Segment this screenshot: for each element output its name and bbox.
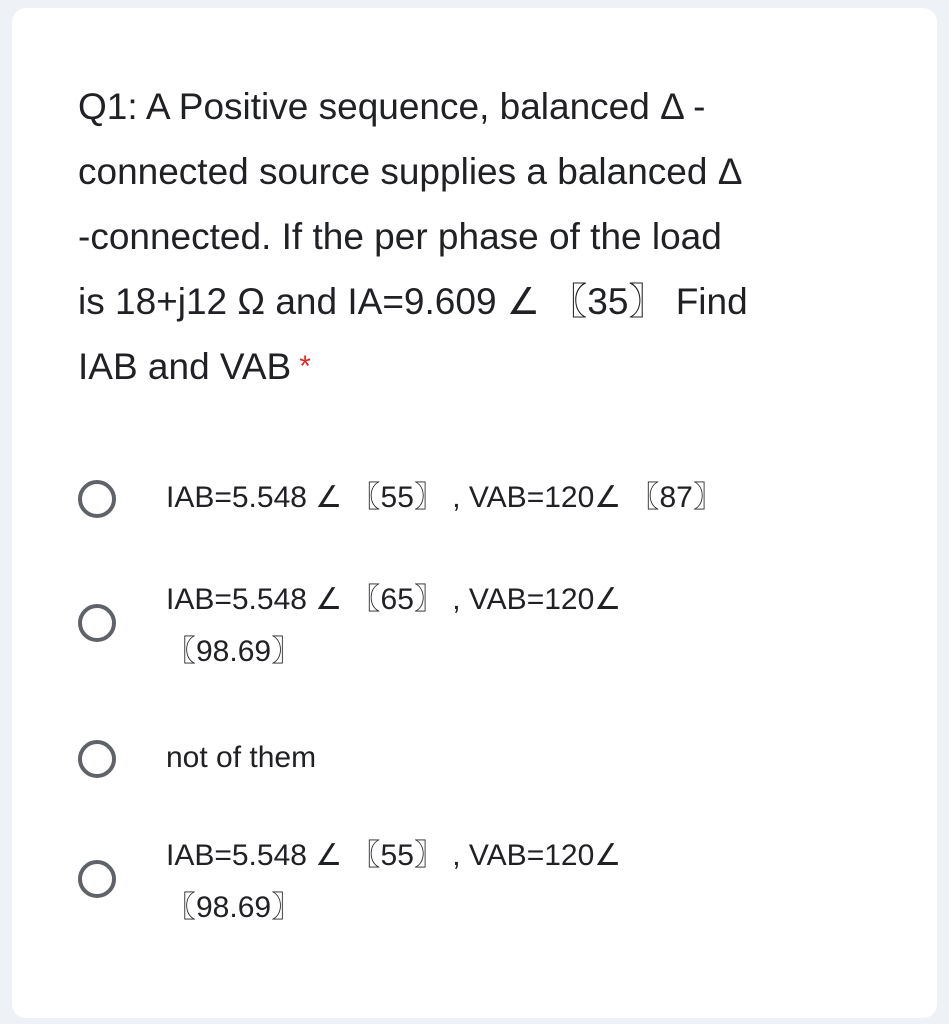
answer-option-label: IAB=5.548 ∠ 〖65〗 , VAB=120∠ 〖98.69〗 bbox=[166, 583, 622, 668]
radio-button[interactable] bbox=[78, 604, 116, 642]
required-asterisk: * bbox=[299, 350, 311, 383]
answer-option-2[interactable] bbox=[78, 574, 858, 684]
answer-option-label: not of them bbox=[166, 741, 317, 774]
answer-option-3[interactable] bbox=[78, 720, 858, 800]
radio-button[interactable] bbox=[78, 480, 116, 518]
answer-option-label: IAB=5.548 ∠ 〖55〗 , VAB=120∠ 〖87〗 bbox=[166, 481, 723, 514]
radio-button[interactable] bbox=[78, 740, 116, 778]
question-title bbox=[78, 74, 898, 399]
question-card bbox=[12, 8, 937, 1018]
answer-option-4[interactable] bbox=[78, 830, 858, 940]
question-text: Q1: A Positive sequence, balanced Δ - connected source supplies a balanced Δ -connected. If the per phase of the load is 18+j12 Ω and IA=9.609 ∠ 〖35〗 Find IAB and VAB bbox=[78, 86, 748, 387]
answer-option-label: IAB=5.548 ∠ 〖55〗 , VAB=120∠ 〖98.69〗 bbox=[166, 839, 622, 924]
radio-button[interactable] bbox=[78, 860, 116, 898]
answer-option-1[interactable] bbox=[78, 460, 858, 540]
